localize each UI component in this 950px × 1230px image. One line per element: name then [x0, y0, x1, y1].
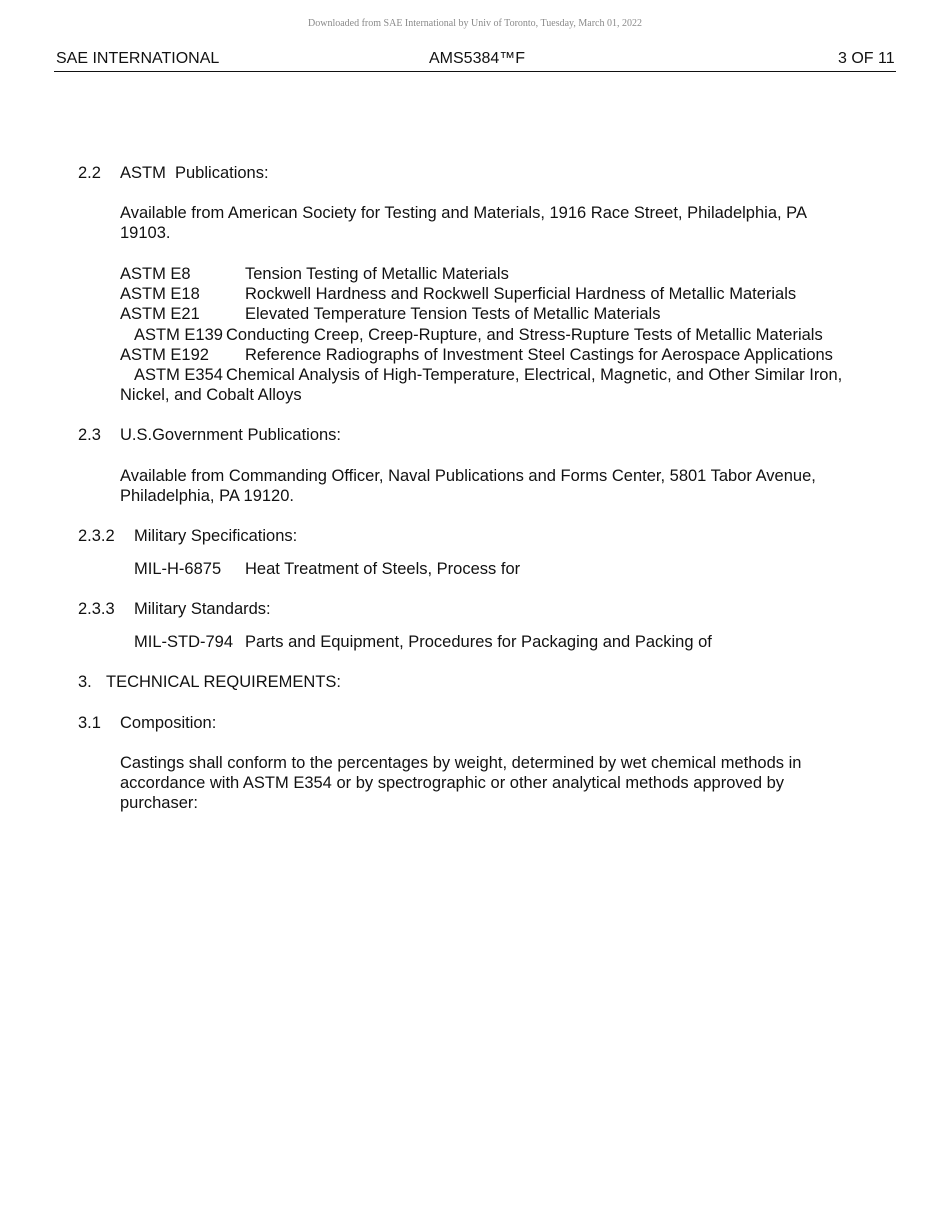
section-2-3-3-number: 2.3.3 [78, 600, 115, 618]
reference-code: ASTM E21 [120, 305, 200, 323]
reference-title: Tension Testing of Metallic Materials [245, 265, 509, 283]
reference-code: ASTM E354 [134, 366, 223, 384]
header-rule [54, 71, 896, 72]
section-2-2-title: ASTM Publications: [120, 164, 269, 182]
section-2-2-number: 2.2 [78, 164, 101, 182]
section-2-3-number: 2.3 [78, 426, 101, 444]
reference-code: ASTM E192 [120, 346, 209, 364]
section-2-2-availability-line-1: Available from American Society for Testing and Materials, 1916 Race Street, Philadelphia, PA [120, 204, 807, 222]
reference-title: Reference Radiographs of Investment Steel Castings for Aerospace Applications [245, 346, 833, 364]
section-2-3-3-title: Military Standards: [134, 600, 271, 618]
composition-text-line-1: Castings shall conform to the percentages by weight, determined by wet chemical methods in [120, 754, 802, 772]
standard-title: Parts and Equipment, Procedures for Packaging and Packing of [245, 633, 712, 651]
section-2-3-title: U.S.Government Publications: [120, 426, 342, 444]
reference-title: Chemical Analysis of High-Temperature, Electrical, Magnetic, and Other Similar Iron, [226, 366, 843, 384]
section-2-2-availability-line-2: 19103. [120, 224, 171, 242]
section-3-1-title: Composition: [120, 714, 217, 732]
section-2-3-availability-line-1: Available from Commanding Officer, Naval Publications and Forms Center, 5801 Tabor Avenue, [120, 467, 816, 485]
header-organization: SAE INTERNATIONAL [56, 50, 220, 67]
section-3-number: 3. [78, 673, 92, 691]
composition-text-line-3: purchaser: [120, 794, 198, 812]
reference-title: Elevated Temperature Tension Tests of Metallic Materials [245, 305, 661, 323]
reference-code: ASTM E139 [134, 326, 223, 344]
header-document-id: AMS5384™F [429, 50, 526, 67]
section-2-3-2-title: Military Specifications: [134, 527, 298, 545]
section-3-1-number: 3.1 [78, 714, 101, 732]
section-3-title: TECHNICAL REQUIREMENTS: [106, 673, 341, 691]
composition-text-line-2: accordance with ASTM E354 or by spectrographic or other analytical methods approved by [120, 774, 785, 792]
reference-title: Conducting Creep, Creep-Rupture, and Stress-Rupture Tests of Metallic Materials [226, 326, 823, 344]
header-page-number: 3 OF 11 [838, 50, 895, 67]
reference-code: ASTM E18 [120, 285, 200, 303]
reference-title-continuation: Nickel, and Cobalt Alloys [120, 386, 302, 404]
download-watermark: Downloaded from SAE International by Univ of Toronto, Tuesday, March 01, 2022 [308, 18, 642, 29]
section-2-3-availability-line-2: Philadelphia, PA 19120. [120, 487, 294, 505]
reference-title: Rockwell Hardness and Rockwell Superficial Hardness of Metallic Materials [245, 285, 797, 303]
specification-code: MIL-H-6875 [134, 560, 222, 578]
section-2-3-2-number: 2.3.2 [78, 527, 115, 545]
standard-code: MIL-STD-794 [134, 633, 234, 651]
specification-title: Heat Treatment of Steels, Process for [245, 560, 521, 578]
reference-code: ASTM E8 [120, 265, 191, 283]
